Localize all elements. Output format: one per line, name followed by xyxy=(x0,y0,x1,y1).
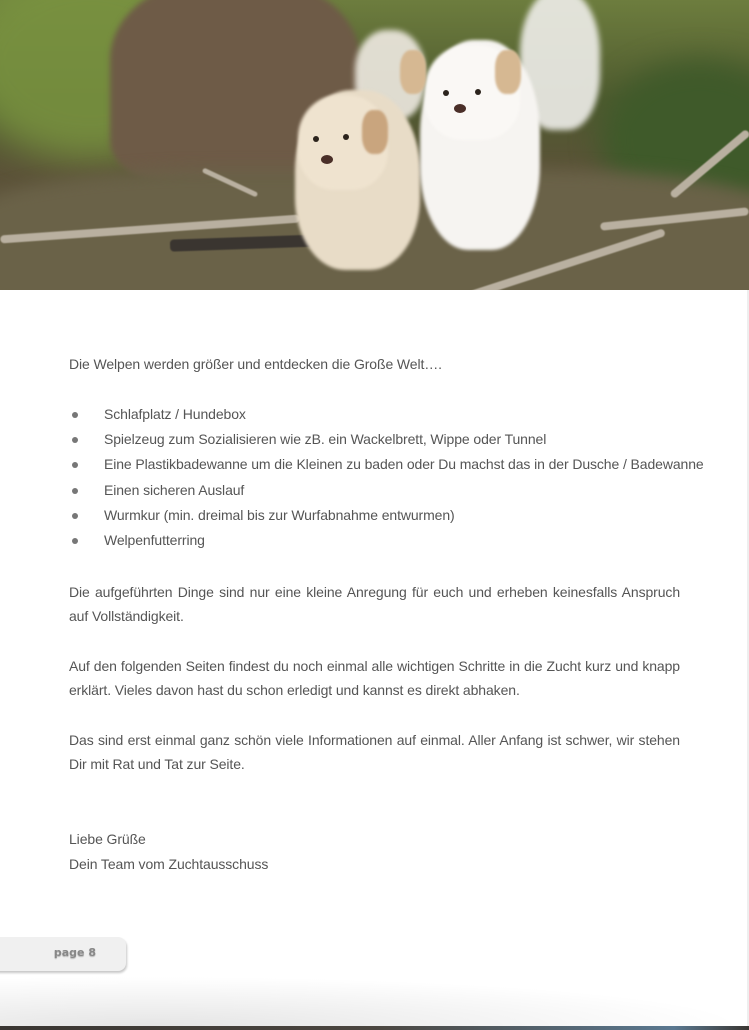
list-item xyxy=(69,478,680,503)
signature: Dein Team vom Zuchtausschuss xyxy=(69,856,269,873)
paragraph-disclaimer: Die aufgeführten Dinge sind nur eine kleine Anregung für euch und erheben keinesfalls Anspruch auf Vollständigkeit. xyxy=(69,584,680,625)
list-item xyxy=(69,427,680,452)
closing xyxy=(69,827,680,877)
list-item xyxy=(69,402,680,427)
intro-text: Die Welpen werden größer und entdecken die Große Welt…. xyxy=(69,356,442,372)
photo-puppy-eye xyxy=(313,136,319,142)
list-item-text: Einen sicheren Auslauf xyxy=(104,481,245,498)
bullet-icon xyxy=(72,437,78,443)
bullet-icon xyxy=(72,488,78,494)
paragraph-next-pages: Auf den folgenden Seiten findest du noch einmal alle wichtigen Schritte in die Zucht kurz und knapp erklärt. Vieles davon hast du schon erledigt und kannst es direkt abhaken. xyxy=(69,658,680,699)
greeting: Liebe Grüße xyxy=(69,831,146,848)
list-item xyxy=(69,528,680,553)
list-item-text: Wurmkur (min. dreimal bis zur Wurfabnahme entwurmen) xyxy=(104,506,455,523)
bullet-icon xyxy=(72,462,78,468)
photo-puppy-nose xyxy=(454,104,466,113)
list-item-text: Spielzeug zum Sozialisieren wie zB. ein Wackelbrett, Wippe oder Tunnel xyxy=(104,431,547,448)
paragraph-support: Das sind erst einmal ganz schön viele Informationen auf einmal. Aller Anfang ist schwer, wir stehen Dir mit Rat und Tat zur Seite. xyxy=(69,732,680,773)
bottom-edge xyxy=(0,1026,749,1030)
photo-puppy-ear xyxy=(495,50,521,94)
bullet-icon xyxy=(72,538,78,544)
page-content xyxy=(69,352,704,877)
list-item xyxy=(69,503,680,528)
page-number-tab xyxy=(0,937,126,971)
photo-puppy-ear xyxy=(362,110,388,154)
page-number: page 8 xyxy=(53,946,96,959)
photo-puppy-eye xyxy=(343,134,349,140)
bullet-icon xyxy=(72,513,78,519)
photo-puppy-ear xyxy=(400,50,426,94)
photo-puppy-eye xyxy=(475,89,481,95)
list-item xyxy=(69,452,704,477)
list-item-text: Welpenfutterring xyxy=(104,531,205,548)
list-item-text: Schlafplatz / Hundebox xyxy=(104,406,246,422)
puppies-photo xyxy=(0,0,749,290)
photo-puppy-eye xyxy=(443,90,449,96)
bullet-icon xyxy=(72,412,78,418)
photo-puppy-nose xyxy=(321,155,333,164)
list-item-text: Eine Plastikbadewanne um die Kleinen zu baden oder Du machst das in der Dusche / Badewanne xyxy=(104,456,704,473)
bullet-list xyxy=(69,402,704,553)
